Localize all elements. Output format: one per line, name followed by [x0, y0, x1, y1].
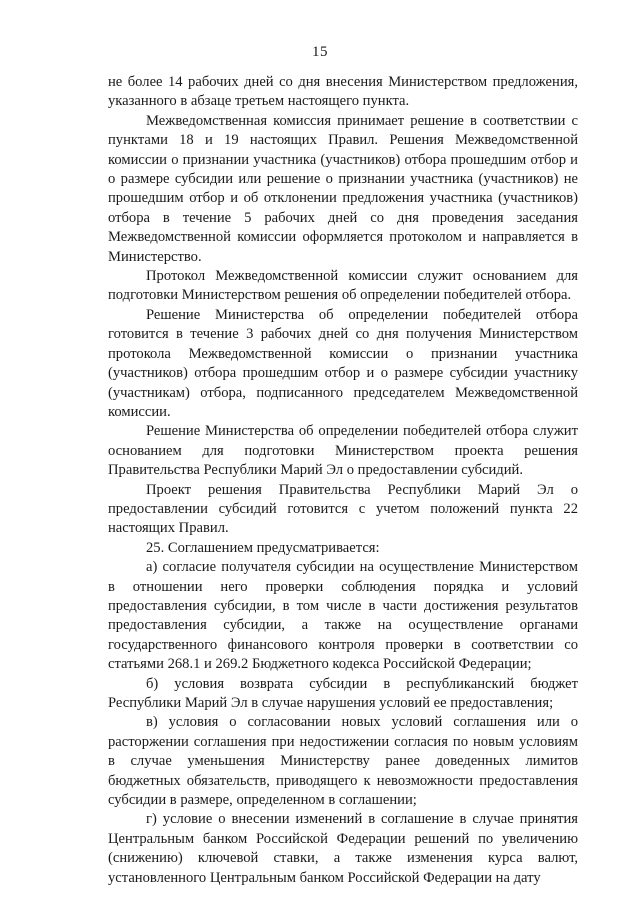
document-body — [108, 73, 578, 888]
paragraph-11-item-g: г) условие о внесении изменений в соглашение в случае принятия Центральным банком Российской Федерации решений по увеличению (снижению) ключевой ставки, а также изменения курса валют, установленного Центральным банком Российской Федерации на дату — [108, 811, 578, 886]
paragraph-6: Проект решения Правительства Республики Марий Эл о предоставлении субсидий готовится с учетом положений пункта 22 настоящих Правил. — [108, 481, 578, 537]
paragraph-4: Решение Министерства об определении победителей отбора готовится в течение 3 рабочих дней со дня получения Министерством протокола Межведомственной комиссии о признании участника (участников) отбора прошедшим отбор и о размере субсидии участнику (участникам) отбора, подписанного председателем Межведомственной комиссии. — [108, 306, 578, 420]
paragraph-9-item-b: б) условия возврата субсидии в республиканский бюджет Республики Марий Эл в случае нарушения условий ее предоставления; — [108, 675, 578, 711]
paragraph-5: Решение Министерства об определении победителей отбора служит основанием для подготовки Министерством проекта решения Правительства Республики Марий Эл о предоставлении субсидий. — [108, 423, 578, 479]
paragraph-7-section-25: 25. Соглашением предусматривается: — [146, 539, 380, 556]
paragraph-10-item-v: в) условия о согласовании новых условий соглашения или о расторжении соглашения при недостижении согласия по новым условиям в случае уменьшения Министерству ранее доведенных лимитов бюджетных обязательств, приводящего к невозможности предоставления субсидии в размере, определенном в соглашении; — [108, 714, 578, 809]
paragraph-3: Протокол Межведомственной комиссии служит основанием для подготовки Министерством решения об определении победителей отбора. — [108, 268, 578, 304]
paragraph-8-item-a: а) согласие получателя субсидии на осуществление Министерством в отношении него проверки соблюдения порядка и условий предоставления субсидии, в том числе в части достижения результатов предоставления субсидии, а также на осуществление органами государственного финансового контроля проверки в соответствии со статьями 268.1 и 269.2 Бюджетного кодекса Российской Федерации; — [108, 559, 578, 673]
page-number: 15 — [312, 44, 328, 60]
paragraph-2: Межведомственная комиссия принимает решение в соответствии с пунктами 18 и 19 настоящих Правил. Решения Межведомственной комиссии о признании участника (участников) отбора прошедшим отбор и о размере субсидии или решение о признании участника (участников) не прошедшим отбор и об отклонении предложения участника (участников) отбора в течение 5 рабочих дней со дня проведения заседания Межведомственной комиссии оформляется протоколом и направляется в Министерство. — [108, 112, 578, 265]
paragraph-1: не более 14 рабочих дней со дня внесения Министерством предложения, указанного в абзаце третьем настоящего пункта. — [108, 74, 578, 110]
